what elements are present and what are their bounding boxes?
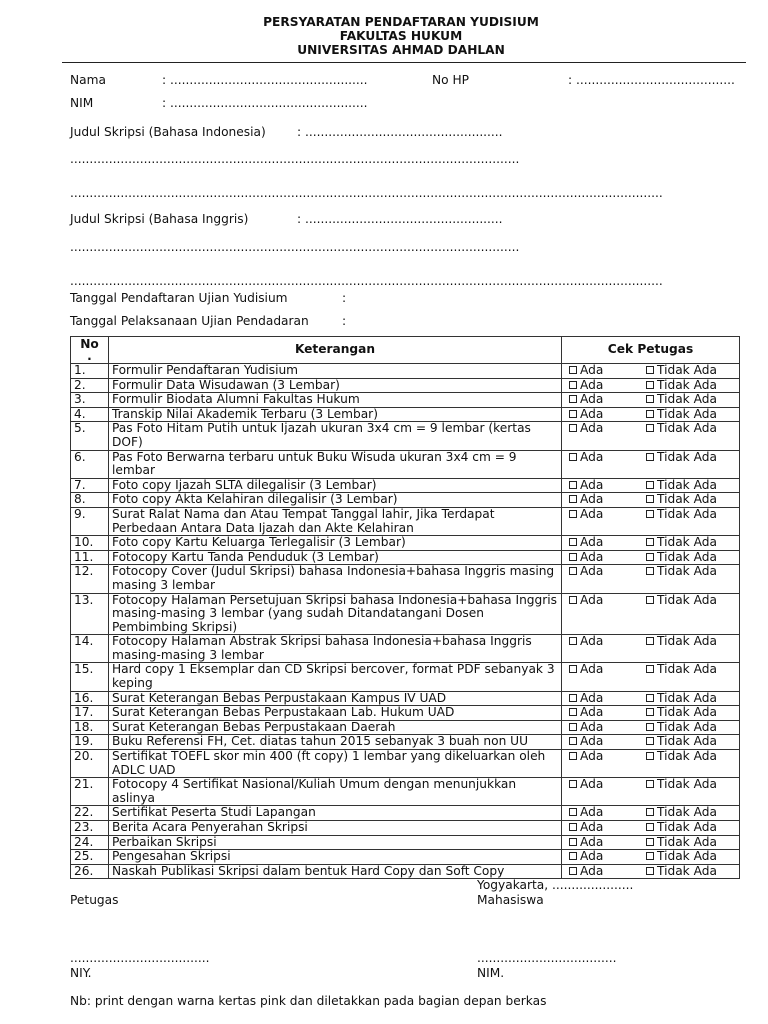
ada-label: Ada bbox=[580, 863, 604, 878]
checkbox-icon[interactable] bbox=[646, 823, 654, 831]
tidak-ada-option[interactable] bbox=[642, 408, 717, 422]
row-keterangan: Buku Referensi FH, Cet. diatas tahun 2015 sebanyak 3 buah non UU bbox=[109, 735, 562, 750]
checkbox-icon[interactable] bbox=[646, 737, 654, 745]
footer-note: Nb: print dengan warna kertas pink dan diletakkan pada bagian depan berkas bbox=[70, 994, 547, 1008]
ada-option[interactable] bbox=[565, 778, 642, 792]
row-number: 16. bbox=[71, 691, 109, 706]
table-row bbox=[71, 691, 740, 706]
row-cek bbox=[562, 635, 740, 663]
row-number: 19. bbox=[71, 735, 109, 750]
tidak-ada-label: Tidak Ada bbox=[657, 719, 717, 734]
table-row bbox=[71, 864, 740, 879]
ada-option[interactable] bbox=[565, 565, 642, 579]
ada-label: Ada bbox=[580, 662, 604, 677]
checkbox-icon[interactable] bbox=[569, 366, 577, 374]
table-row bbox=[71, 821, 740, 836]
table-row bbox=[71, 493, 740, 508]
table-row bbox=[71, 407, 740, 422]
row-cek bbox=[562, 478, 740, 493]
row-number: 10. bbox=[71, 536, 109, 551]
ada-label: Ada bbox=[580, 564, 604, 579]
checkbox-icon[interactable] bbox=[569, 867, 577, 875]
table-row bbox=[71, 550, 740, 565]
tidak-ada-label: Tidak Ada bbox=[657, 734, 717, 749]
table-row bbox=[71, 450, 740, 478]
tanggal-pelaksanaan-field[interactable]: : bbox=[342, 314, 347, 328]
table-row bbox=[71, 635, 740, 663]
ada-option[interactable] bbox=[565, 551, 642, 565]
ada-label: Ada bbox=[580, 377, 604, 392]
row-cek bbox=[562, 507, 740, 535]
checkbox-icon[interactable] bbox=[569, 708, 577, 716]
table-row bbox=[71, 835, 740, 850]
tidak-ada-option[interactable] bbox=[642, 451, 717, 465]
requirements-table bbox=[70, 336, 740, 879]
judul-en-label: Judul Skripsi (Bahasa Inggris) bbox=[70, 212, 249, 226]
row-number: 22. bbox=[71, 806, 109, 821]
checkbox-icon[interactable] bbox=[569, 553, 577, 561]
checkbox-icon[interactable] bbox=[569, 752, 577, 760]
tidak-ada-option[interactable] bbox=[642, 721, 717, 735]
university-name: UNIVERSITAS AHMAD DAHLAN bbox=[297, 43, 505, 57]
row-number: 26. bbox=[71, 864, 109, 879]
row-number: 5. bbox=[71, 422, 109, 450]
ada-label: Ada bbox=[580, 449, 604, 464]
row-cek bbox=[562, 691, 740, 706]
checkbox-icon[interactable] bbox=[646, 395, 654, 403]
judul-id-field[interactable]: : ................................................... bbox=[297, 125, 503, 139]
ada-option[interactable] bbox=[565, 821, 642, 835]
checkbox-icon[interactable] bbox=[646, 538, 654, 546]
ada-option[interactable] bbox=[565, 451, 642, 465]
ada-label: Ada bbox=[580, 492, 604, 507]
ada-option[interactable] bbox=[565, 422, 642, 436]
judul-id-continuation-1[interactable]: .................................................................................................................... bbox=[70, 152, 520, 166]
row-keterangan: Foto copy Kartu Keluarga Terlegalisir (3 Lembar) bbox=[109, 536, 562, 551]
checkbox-icon[interactable] bbox=[646, 808, 654, 816]
row-number: 1. bbox=[71, 364, 109, 379]
nohp-label: No HP bbox=[432, 73, 469, 87]
row-number: 6. bbox=[71, 450, 109, 478]
ada-option[interactable] bbox=[565, 750, 642, 764]
tidak-ada-option[interactable] bbox=[642, 551, 717, 565]
ada-label: Ada bbox=[580, 535, 604, 550]
ada-label: Ada bbox=[580, 592, 604, 607]
ada-option[interactable] bbox=[565, 721, 642, 735]
checkbox-icon[interactable] bbox=[646, 665, 654, 673]
ada-label: Ada bbox=[580, 777, 604, 792]
ada-label: Ada bbox=[580, 805, 604, 820]
row-keterangan: Pas Foto Hitam Putih untuk Ijazah ukuran 3x4 cm = 9 lembar (kertas DOF) bbox=[109, 422, 562, 450]
ada-label: Ada bbox=[580, 506, 604, 521]
ada-option[interactable] bbox=[565, 735, 642, 749]
row-keterangan: Fotocopy Cover (Judul Skripsi) bahasa Indonesia+bahasa Inggris masing masing 3 lembar bbox=[109, 565, 562, 593]
table-row bbox=[71, 593, 740, 635]
checkbox-icon[interactable] bbox=[569, 780, 577, 788]
row-cek bbox=[562, 378, 740, 393]
tidak-ada-option[interactable] bbox=[642, 493, 717, 507]
row-number: 23. bbox=[71, 821, 109, 836]
ada-option[interactable] bbox=[565, 865, 642, 879]
checkbox-icon[interactable] bbox=[569, 538, 577, 546]
row-keterangan: Berita Acara Penyerahan Skripsi bbox=[109, 821, 562, 836]
table-row bbox=[71, 378, 740, 393]
row-keterangan: Perbaikan Skripsi bbox=[109, 835, 562, 850]
tidak-ada-label: Tidak Ada bbox=[657, 863, 717, 878]
checkbox-icon[interactable] bbox=[646, 481, 654, 489]
checkbox-icon[interactable] bbox=[569, 424, 577, 432]
row-keterangan: Fotocopy Halaman Persetujuan Skripsi bahasa Indonesia+bahasa Inggris masing-masing 3 lembar (yang sudah Ditandatangani Dosen Pembimbing Skripsi) bbox=[109, 593, 562, 635]
row-number: 12. bbox=[71, 565, 109, 593]
tidak-ada-label: Tidak Ada bbox=[657, 592, 717, 607]
ada-label: Ada bbox=[580, 549, 604, 564]
ada-option[interactable] bbox=[565, 663, 642, 677]
row-cek bbox=[562, 663, 740, 691]
checkbox-icon[interactable] bbox=[646, 780, 654, 788]
ada-label: Ada bbox=[580, 705, 604, 720]
ada-option[interactable] bbox=[565, 536, 642, 550]
row-cek bbox=[562, 493, 740, 508]
row-keterangan: Foto copy Akta Kelahiran dilegalisir (3 Lembar) bbox=[109, 493, 562, 508]
table-row bbox=[71, 393, 740, 408]
tidak-ada-option[interactable] bbox=[642, 750, 717, 764]
ada-label: Ada bbox=[580, 690, 604, 705]
row-number: 24. bbox=[71, 835, 109, 850]
checkbox-icon[interactable] bbox=[646, 867, 654, 875]
tidak-ada-label: Tidak Ada bbox=[657, 406, 717, 421]
nohp-field[interactable]: : ......................................... bbox=[568, 73, 735, 87]
row-keterangan: Naskah Publikasi Skripsi dalam bentuk Hard Copy dan Soft Copy bbox=[109, 864, 562, 879]
row-cek bbox=[562, 407, 740, 422]
checkbox-icon[interactable] bbox=[569, 596, 577, 604]
row-cek bbox=[562, 422, 740, 450]
row-number: 2. bbox=[71, 378, 109, 393]
tidak-ada-label: Tidak Ada bbox=[657, 477, 717, 492]
table-row bbox=[71, 507, 740, 535]
row-keterangan: Surat Keterangan Bebas Perpustakaan Lab. Hukum UAD bbox=[109, 706, 562, 721]
row-cek bbox=[562, 835, 740, 850]
checkbox-icon[interactable] bbox=[569, 808, 577, 816]
table-row bbox=[71, 735, 740, 750]
ada-option[interactable] bbox=[565, 806, 642, 820]
row-keterangan: Pengesahan Skripsi bbox=[109, 850, 562, 865]
row-keterangan: Transkip Nilai Akademik Terbaru (3 Lembar) bbox=[109, 407, 562, 422]
tidak-ada-option[interactable] bbox=[642, 692, 717, 706]
row-keterangan: Hard copy 1 Eksemplar dan CD Skripsi bercover, format PDF sebanyak 3 keping bbox=[109, 663, 562, 691]
judul-en-continuation-1[interactable]: .................................................................................................................... bbox=[70, 240, 520, 254]
ada-option[interactable] bbox=[565, 379, 642, 393]
checkbox-icon[interactable] bbox=[569, 838, 577, 846]
row-keterangan: Pas Foto Berwarna terbaru untuk Buku Wisuda ukuran 3x4 cm = 9 lembar bbox=[109, 450, 562, 478]
header-divider bbox=[62, 62, 746, 63]
checkbox-icon[interactable] bbox=[569, 694, 577, 702]
row-number: 20. bbox=[71, 750, 109, 778]
checkbox-icon[interactable] bbox=[646, 567, 654, 575]
tidak-ada-option[interactable] bbox=[642, 508, 717, 522]
ada-label: Ada bbox=[580, 719, 604, 734]
ada-option[interactable] bbox=[565, 364, 642, 378]
tidak-ada-label: Tidak Ada bbox=[657, 392, 717, 407]
tidak-ada-label: Tidak Ada bbox=[657, 549, 717, 564]
tidak-ada-label: Tidak Ada bbox=[657, 805, 717, 820]
checkbox-icon[interactable] bbox=[646, 596, 654, 604]
tidak-ada-option[interactable] bbox=[642, 850, 717, 864]
row-number: 11. bbox=[71, 550, 109, 565]
tidak-ada-label: Tidak Ada bbox=[657, 662, 717, 677]
checkbox-icon[interactable] bbox=[646, 838, 654, 846]
row-keterangan: Formulir Data Wisudawan (3 Lembar) bbox=[109, 378, 562, 393]
checkbox-icon[interactable] bbox=[646, 708, 654, 716]
tidak-ada-option[interactable] bbox=[642, 735, 717, 749]
ada-label: Ada bbox=[580, 392, 604, 407]
mahasiswa-signature-line[interactable]: .................................... bbox=[477, 951, 617, 965]
tidak-ada-option[interactable] bbox=[642, 836, 717, 850]
ada-option[interactable] bbox=[565, 594, 642, 608]
ada-label: Ada bbox=[580, 363, 604, 377]
row-number: 13. bbox=[71, 593, 109, 635]
checkbox-icon[interactable] bbox=[646, 453, 654, 461]
tidak-ada-option[interactable] bbox=[642, 536, 717, 550]
row-number: 18. bbox=[71, 720, 109, 735]
nim-field[interactable]: : ................................................... bbox=[162, 96, 368, 110]
tanggal-pelaksanaan-label: Tanggal Pelaksanaan Ujian Pendadaran bbox=[70, 314, 309, 328]
tanggal-pendaftaran-field[interactable]: : bbox=[342, 291, 347, 305]
row-keterangan: Sertifikat Peserta Studi Lapangan bbox=[109, 806, 562, 821]
judul-id-label: Judul Skripsi (Bahasa Indonesia) bbox=[70, 125, 266, 139]
row-keterangan: Surat Keterangan Bebas Perpustakaan Daerah bbox=[109, 720, 562, 735]
ada-option[interactable] bbox=[565, 706, 642, 720]
header-no: No . bbox=[71, 337, 109, 364]
document-title: PERSYARATAN PENDAFTARAN YUDISIUM bbox=[263, 15, 539, 29]
table-row bbox=[71, 706, 740, 721]
row-cek bbox=[562, 821, 740, 836]
checkbox-icon[interactable] bbox=[569, 510, 577, 518]
ada-label: Ada bbox=[580, 421, 604, 436]
checkbox-icon[interactable] bbox=[646, 366, 654, 374]
checkbox-icon[interactable] bbox=[569, 852, 577, 860]
row-cek bbox=[562, 720, 740, 735]
row-number: 15. bbox=[71, 663, 109, 691]
checkbox-icon[interactable] bbox=[569, 637, 577, 645]
checkbox-icon[interactable] bbox=[569, 737, 577, 745]
tidak-ada-label: Tidak Ada bbox=[657, 705, 717, 720]
ada-option[interactable] bbox=[565, 692, 642, 706]
checkbox-icon[interactable] bbox=[646, 424, 654, 432]
row-number: 14. bbox=[71, 635, 109, 663]
table-row bbox=[71, 750, 740, 778]
row-number: 7. bbox=[71, 478, 109, 493]
nim-label: NIM bbox=[70, 96, 94, 110]
row-keterangan: Surat Ralat Nama dan Atau Tempat Tanggal lahir, Jika Terdapat Perbedaan Antara Data Ijazah dan Akte Kelahiran bbox=[109, 507, 562, 535]
checkbox-icon[interactable] bbox=[646, 510, 654, 518]
table-row bbox=[71, 720, 740, 735]
checkbox-icon[interactable] bbox=[646, 694, 654, 702]
row-number: 3. bbox=[71, 393, 109, 408]
ada-label: Ada bbox=[580, 634, 604, 649]
judul-en-field[interactable]: : ................................................... bbox=[297, 212, 503, 226]
row-number: 4. bbox=[71, 407, 109, 422]
checkbox-icon[interactable] bbox=[646, 381, 654, 389]
row-number: 21. bbox=[71, 778, 109, 806]
header-keterangan: Keterangan bbox=[109, 337, 562, 364]
checkbox-icon[interactable] bbox=[569, 495, 577, 503]
checkbox-icon[interactable] bbox=[646, 410, 654, 418]
table-row bbox=[71, 663, 740, 691]
tidak-ada-option[interactable] bbox=[642, 778, 717, 792]
row-cek bbox=[562, 593, 740, 635]
ada-label: Ada bbox=[580, 820, 604, 834]
tidak-ada-label: Tidak Ada bbox=[657, 377, 717, 392]
checkbox-icon[interactable] bbox=[569, 453, 577, 461]
row-cek bbox=[562, 850, 740, 865]
nim-signature-label: NIM. bbox=[477, 966, 505, 980]
row-cek bbox=[562, 806, 740, 821]
tidak-ada-option[interactable] bbox=[642, 806, 717, 820]
table-row bbox=[71, 478, 740, 493]
tidak-ada-label: Tidak Ada bbox=[657, 363, 717, 377]
nama-field[interactable]: : ................................................... bbox=[162, 73, 368, 87]
tidak-ada-option[interactable] bbox=[642, 364, 717, 378]
tidak-ada-label: Tidak Ada bbox=[657, 449, 717, 464]
tidak-ada-option[interactable] bbox=[642, 379, 717, 393]
table-row bbox=[71, 364, 740, 379]
ada-label: Ada bbox=[580, 406, 604, 421]
row-keterangan: Sertifikat TOEFL skor min 400 (ft copy) 1 lembar yang dikeluarkan oleh ADLC UAD bbox=[109, 750, 562, 778]
row-keterangan: Fotocopy 4 Sertifikat Nasional/Kuliah Umum dengan menunjukkan aslinya bbox=[109, 778, 562, 806]
tidak-ada-label: Tidak Ada bbox=[657, 634, 717, 649]
tidak-ada-label: Tidak Ada bbox=[657, 492, 717, 507]
checkbox-icon[interactable] bbox=[569, 381, 577, 389]
tanggal-pendaftaran-label: Tanggal Pendaftaran Ujian Yudisium bbox=[70, 291, 288, 305]
niy-label: NIY. bbox=[70, 966, 92, 980]
tidak-ada-option[interactable] bbox=[642, 865, 717, 879]
table-row bbox=[71, 778, 740, 806]
checkbox-icon[interactable] bbox=[646, 852, 654, 860]
row-cek bbox=[562, 364, 740, 379]
tidak-ada-label: Tidak Ada bbox=[657, 421, 717, 436]
tidak-ada-option[interactable] bbox=[642, 706, 717, 720]
tidak-ada-option[interactable] bbox=[642, 479, 717, 493]
row-keterangan: Formulir Pendaftaran Yudisium bbox=[109, 364, 562, 379]
tidak-ada-label: Tidak Ada bbox=[657, 506, 717, 521]
row-keterangan: Formulir Biodata Alumni Fakultas Hukum bbox=[109, 393, 562, 408]
row-cek bbox=[562, 550, 740, 565]
checkbox-icon[interactable] bbox=[646, 723, 654, 731]
nama-label: Nama bbox=[70, 73, 106, 87]
checkbox-icon[interactable] bbox=[569, 823, 577, 831]
ada-option[interactable] bbox=[565, 508, 642, 522]
tidak-ada-label: Tidak Ada bbox=[657, 535, 717, 550]
row-cek bbox=[562, 706, 740, 721]
ada-label: Ada bbox=[580, 849, 604, 864]
row-keterangan: Foto copy Ijazah SLTA dilegalisir (3 Lembar) bbox=[109, 478, 562, 493]
checkbox-icon[interactable] bbox=[569, 410, 577, 418]
row-keterangan: Fotocopy Halaman Abstrak Skripsi bahasa Indonesia+bahasa Inggris masing-masing 3 lembar bbox=[109, 635, 562, 663]
table-row bbox=[71, 565, 740, 593]
tidak-ada-label: Tidak Ada bbox=[657, 820, 717, 834]
table-row bbox=[71, 536, 740, 551]
ada-option[interactable] bbox=[565, 635, 642, 649]
faculty-name: FAKULTAS HUKUM bbox=[339, 29, 463, 43]
petugas-label: Petugas bbox=[70, 893, 119, 907]
checkbox-icon[interactable] bbox=[646, 752, 654, 760]
table-header-row bbox=[71, 337, 740, 364]
ada-label: Ada bbox=[580, 834, 604, 849]
judul-en-continuation-2[interactable]: ......................................................................................................................................................... bbox=[70, 274, 663, 288]
checkbox-icon[interactable] bbox=[646, 553, 654, 561]
row-number: 9. bbox=[71, 507, 109, 535]
checkbox-icon[interactable] bbox=[646, 637, 654, 645]
row-keterangan: Fotocopy Kartu Tanda Penduduk (3 Lembar) bbox=[109, 550, 562, 565]
tidak-ada-label: Tidak Ada bbox=[657, 834, 717, 849]
place-date[interactable]: Yogyakarta, ..................... bbox=[477, 878, 634, 892]
checkbox-icon[interactable] bbox=[646, 495, 654, 503]
ada-label: Ada bbox=[580, 477, 604, 492]
row-cek bbox=[562, 450, 740, 478]
tidak-ada-label: Tidak Ada bbox=[657, 777, 717, 792]
row-cek bbox=[562, 778, 740, 806]
row-number: 17. bbox=[71, 706, 109, 721]
checkbox-icon[interactable] bbox=[569, 567, 577, 575]
ada-option[interactable] bbox=[565, 836, 642, 850]
ada-label: Ada bbox=[580, 734, 604, 749]
row-cek bbox=[562, 750, 740, 778]
row-number: 25. bbox=[71, 850, 109, 865]
ada-option[interactable] bbox=[565, 393, 642, 407]
petugas-signature-line[interactable]: .................................... bbox=[70, 951, 210, 965]
tidak-ada-option[interactable] bbox=[642, 422, 717, 436]
ada-label: Ada bbox=[580, 749, 604, 764]
ada-option[interactable] bbox=[565, 493, 642, 507]
row-cek bbox=[562, 565, 740, 593]
checkbox-icon[interactable] bbox=[569, 665, 577, 673]
row-cek bbox=[562, 536, 740, 551]
judul-id-continuation-2[interactable]: ......................................................................................................................................................... bbox=[70, 186, 663, 200]
tidak-ada-option[interactable] bbox=[642, 393, 717, 407]
table-row bbox=[71, 806, 740, 821]
tidak-ada-option[interactable] bbox=[642, 663, 717, 677]
checkbox-icon[interactable] bbox=[569, 481, 577, 489]
table-row bbox=[71, 422, 740, 450]
tidak-ada-label: Tidak Ada bbox=[657, 749, 717, 764]
tidak-ada-option[interactable] bbox=[642, 565, 717, 579]
tidak-ada-label: Tidak Ada bbox=[657, 564, 717, 579]
row-cek bbox=[562, 393, 740, 408]
ada-option[interactable] bbox=[565, 850, 642, 864]
checkbox-icon[interactable] bbox=[569, 395, 577, 403]
tidak-ada-option[interactable] bbox=[642, 821, 717, 835]
tidak-ada-option[interactable] bbox=[642, 635, 717, 649]
row-keterangan: Surat Keterangan Bebas Perpustakaan Kampus IV UAD bbox=[109, 691, 562, 706]
ada-option[interactable] bbox=[565, 479, 642, 493]
tidak-ada-label: Tidak Ada bbox=[657, 849, 717, 864]
ada-option[interactable] bbox=[565, 408, 642, 422]
row-cek bbox=[562, 864, 740, 879]
mahasiswa-label: Mahasiswa bbox=[477, 893, 544, 907]
tidak-ada-option[interactable] bbox=[642, 594, 717, 608]
table-row bbox=[71, 850, 740, 865]
header-cek-petugas: Cek Petugas bbox=[562, 337, 740, 364]
tidak-ada-label: Tidak Ada bbox=[657, 690, 717, 705]
row-cek bbox=[562, 735, 740, 750]
row-number: 8. bbox=[71, 493, 109, 508]
checkbox-icon[interactable] bbox=[569, 723, 577, 731]
